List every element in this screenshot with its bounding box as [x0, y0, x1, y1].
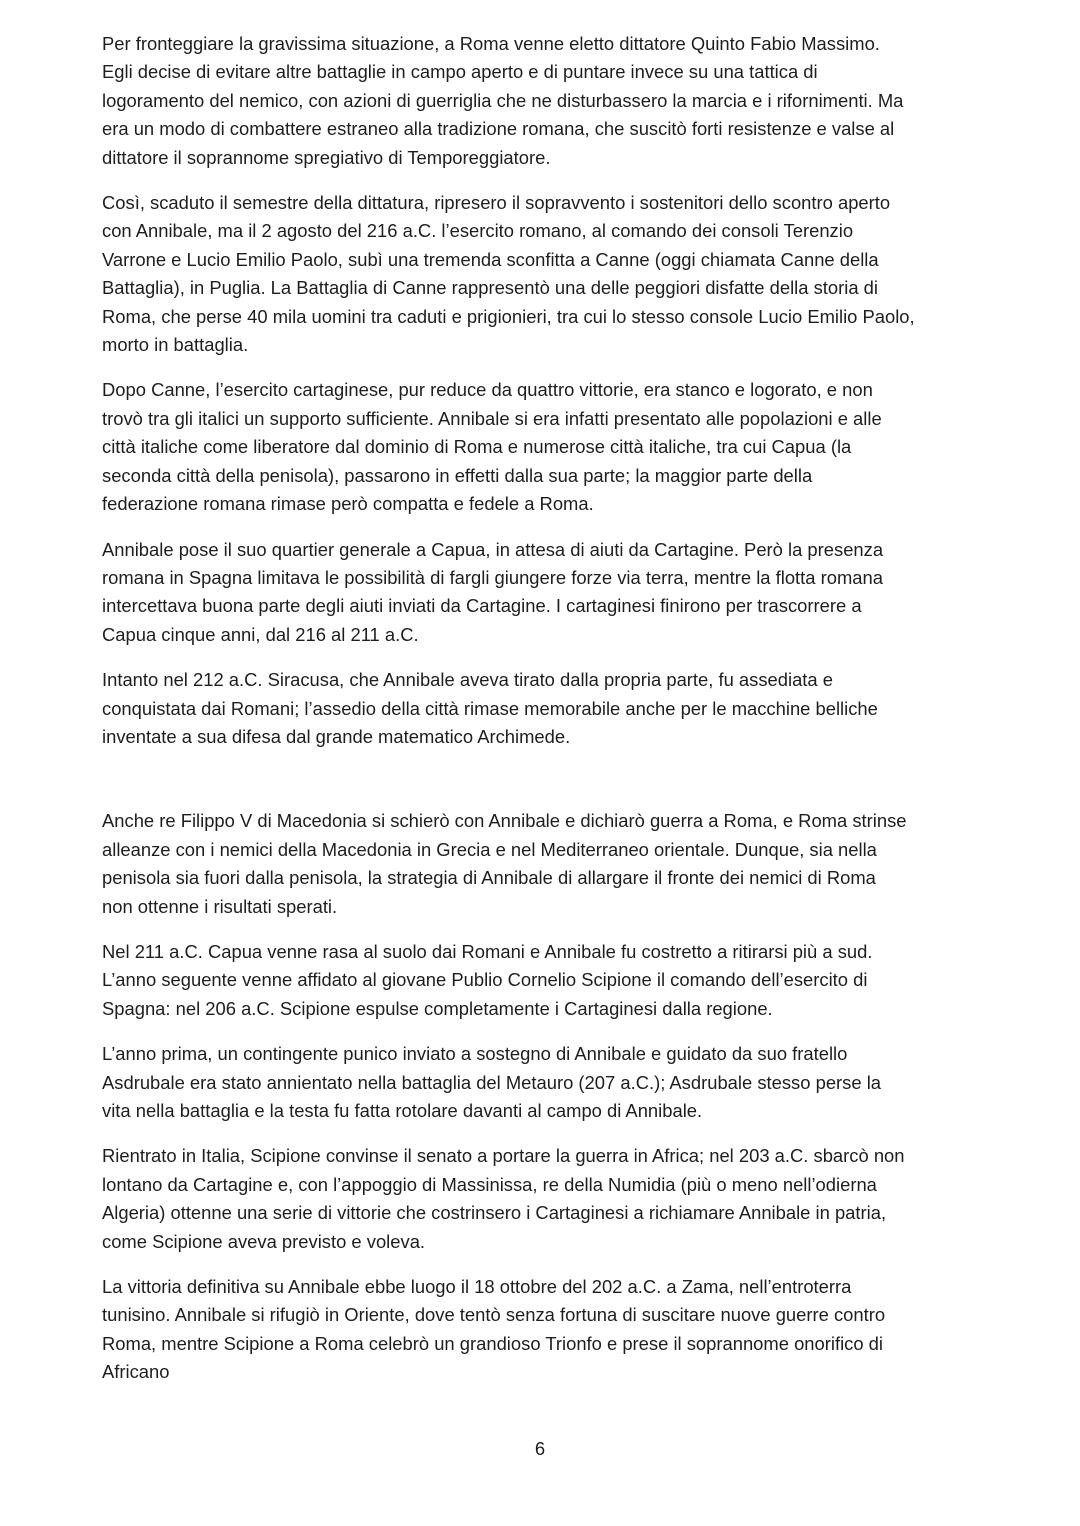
paragraph-scipione-in-africa: Rientrato in Italia, Scipione convinse il senato a portare la guerra in Africa; nel 203 a.C. sbarcò non lontano da Cartagine e, con l’appoggio di Massinissa, re della Numidia (più o meno nell’odierna Algeria) ottenne una serie di vittorie che costrinsero i Cartaginesi a richiamare Annibale in patria, come Scipione aveva previsto e voleva.	[102, 1145, 905, 1252]
page-number: 6	[534, 1438, 546, 1459]
document-body	[102, 30, 982, 1404]
paragraph-siracusa-archimede: Intanto nel 212 a.C. Siracusa, che Annibale aveva tirato dalla propria parte, fu assediata e conquistata dai Romani; l’assedio della città rimase memorabile anche per le macchine belliche inventate a sua difesa dal grande matematico Archimede.	[102, 669, 878, 747]
paragraph-battaglia-di-zama: La vittoria definitiva su Annibale ebbe luogo il 18 ottobre del 202 a.C. a Zama, nell’entroterra tunisino. Annibale si rifugiò in Oriente, dove tentò senza fortuna di suscitare nuove guerre contro Roma, mentre Scipione a Roma celebrò un grandioso Trionfo e prese il soprannome onorifico di Africano	[102, 1276, 886, 1383]
paragraph-filippo-v-macedonia: Anche re Filippo V di Macedonia si schierò con Annibale e dichiarò guerra a Roma, e Roma strinse alleanze con i nemici della Macedonia in Grecia e nel Mediterraneo orientale. Dunque, sia nella penisola sia fuori dalla penisola, la strategia di Annibale di allargare il fronte dei nemici di Roma non ottenne i risultati sperati.	[102, 810, 907, 917]
paragraph-capua-quartier-generale: Annibale pose il suo quartier generale a Capua, in attesa di aiuti da Cartagine. Però la presenza romana in Spagna limitava le possibilità di fargli giungere forze via terra, mentre la flotta romana intercettava buona parte degli aiuti inviati da Cartagine. I cartaginesi finirono per trascorrere a Capua cinque anni, dal 216 al 211 a.C.	[102, 538, 884, 645]
paragraph-battaglia-del-metauro: L’anno prima, un contingente punico inviato a sostegno di Annibale e guidato da suo fratello Asdrubale era stato annientato nella battaglia del Metauro (207 a.C.); Asdrubale stesso perse la vita nella battaglia e la testa fu fatta rotolare davanti al campo di Annibale.	[102, 1043, 882, 1121]
section-spacer	[102, 768, 982, 807]
paragraph-dopo-canne: Dopo Canne, l’esercito cartaginese, pur reduce da quattro vittorie, era stanco e logorato, e non trovò tra gli italici un supporto sufficiente. Annibale si era infatti presentato alle popolazioni e alle città italiche come liberatore dal dominio di Roma e numerose città italiche, tra cui Capua (la seconda città della penisola), passarono in effetti dalla sua parte; la maggior parte della federazione romana rimase però compatta e fedele a Roma.	[102, 379, 882, 515]
paragraph-battaglia-di-canne: Così, scaduto il semestre della dittatura, ripresero il sopravvento i sostenitori dello scontro aperto con Annibale, ma il 2 agosto del 216 a.C. l’esercito romano, al comando dei consoli Terenzio Varrone e Lucio Emilio Paolo, subì una tremenda sconfitta a Canne (oggi chiamata Canne della Battaglia), in Puglia. La Battaglia di Canne rappresentò una delle peggiori disfatte della storia di Roma, che perse 40 mila uomini tra caduti e prigionieri, tra cui lo stesso console Lucio Emilio Paolo, morto in battaglia.	[102, 192, 915, 356]
paragraph-fabio-massimo: Per fronteggiare la gravissima situazione, a Roma venne eletto dittatore Quinto Fabio Massimo. Egli decise di evitare altre battaglie in campo aperto e di puntare invece su una tattica di logoramento del nemico, con azioni di guerriglia che ne disturbassero la marcia e i rifornimenti. Ma era un modo di combattere estraneo alla tradizione romana, che suscitò forti resistenze e valse al dittatore il soprannome spregiativo di Temporeggiatore.	[102, 33, 904, 168]
paragraph-capua-rasa-al-suolo: Nel 211 a.C. Capua venne rasa al suolo dai Romani e Annibale fu costretto a ritirarsi più a sud. L’anno seguente venne affidato al giovane Publio Cornelio Scipione il comando dell’esercito di Spagna: nel 206 a.C. Scipione espulse completamente i Cartaginesi dalla regione.	[102, 940, 873, 1019]
